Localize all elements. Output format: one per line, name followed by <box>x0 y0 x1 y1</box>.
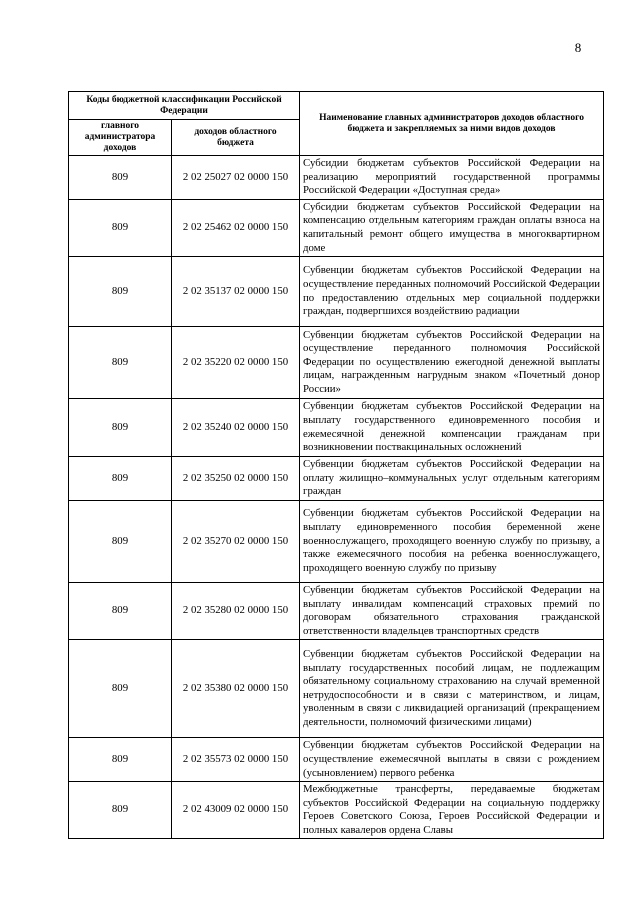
admin-code-cell: 809 <box>69 500 172 582</box>
income-name-cell: Субвенции бюджетам субъектов Российской Федерации на выплату инвалидам компенсаций страховых премий по договорам обязательного страхования гражданской ответственности владельцев транспортных средств <box>300 582 604 639</box>
table-row <box>69 457 604 501</box>
income-name-cell: Субвенции бюджетам субъектов Российской Федерации на осуществление переданного полномочия Российской Федерации по осуществлению ежегодной денежной выплаты лицам, награжденным нагрудным знаком «Почетный донор России» <box>300 327 604 399</box>
income-code-cell: 2 02 25462 02 0000 150 <box>172 199 300 256</box>
income-code-cell: 2 02 35137 02 0000 150 <box>172 257 300 327</box>
table-row <box>69 156 604 200</box>
admin-code-cell: 809 <box>69 199 172 256</box>
admin-code-cell: 809 <box>69 399 172 457</box>
admin-code-cell: 809 <box>69 640 172 738</box>
page-number: 8 <box>574 40 582 55</box>
table-row <box>69 782 604 839</box>
table-row <box>69 199 604 256</box>
income-code-cell: 2 02 35270 02 0000 150 <box>172 500 300 582</box>
income-name-cell: Субвенции бюджетам субъектов Российской Федерации на осуществление ежемесячной выплаты в связи с рождением (усыновлением) первого ребенка <box>300 738 604 782</box>
admin-code-cell: 809 <box>69 782 172 839</box>
admin-code-cell: 809 <box>69 327 172 399</box>
income-name-cell: Межбюджетные трансферты, передаваемые бюджетам субъектов Российской Федерации на социальную поддержку Героев Советского Союза, Героев Российской Федерации и полных кавалеров ордена Славы <box>300 782 604 839</box>
income-name-cell: Субсидии бюджетам субъектов Российской Федерации на компенсацию отдельным категориям граждан оплаты взноса на капитальный ремонт общего имущества в многоквартирном доме <box>300 199 604 256</box>
header-group-codes: Коды бюджетной классификации Российской Федерации <box>69 92 300 120</box>
income-code-cell: 2 02 35220 02 0000 150 <box>172 327 300 399</box>
table-row <box>69 257 604 327</box>
header-admin-column: главного администратора доходов <box>69 120 172 156</box>
income-code-cell: 2 02 43009 02 0000 150 <box>172 782 300 839</box>
income-name-cell: Субсидии бюджетам субъектов Российской Федерации на реализацию мероприятий государственной программы Российской Федерации «Доступная среда» <box>300 156 604 200</box>
table-row <box>69 399 604 457</box>
income-code-cell: 2 02 35280 02 0000 150 <box>172 582 300 639</box>
income-code-cell: 2 02 25027 02 0000 150 <box>172 156 300 200</box>
admin-code-cell: 809 <box>69 457 172 501</box>
table-row <box>69 640 604 738</box>
table-row <box>69 582 604 639</box>
income-name-cell: Субвенции бюджетам субъектов Российской Федерации на оплату жилищно–коммунальных услуг отдельным категориям граждан <box>300 457 604 501</box>
admin-code-cell: 809 <box>69 738 172 782</box>
income-name-cell: Субвенции бюджетам субъектов Российской Федерации на выплату государственного единовременного пособия и ежемесячной денежной компенсации гражданам при возникновении поствакцинальных осложнений <box>300 399 604 457</box>
table-row <box>69 738 604 782</box>
income-code-cell: 2 02 35380 02 0000 150 <box>172 640 300 738</box>
income-name-cell: Субвенции бюджетам субъектов Российской Федерации на выплату государственных пособий лицам, не подлежащим обязательному социальному страхованию на случай временной нетрудоспособности и в связи с материнством, и лицам, уволенным в связи с ликвидацией организаций (прекращением деятельности, полномочий физическими лицами) <box>300 640 604 738</box>
admin-code-cell: 809 <box>69 582 172 639</box>
budget-classification-table <box>68 91 604 839</box>
income-code-cell: 2 02 35240 02 0000 150 <box>172 399 300 457</box>
admin-code-cell: 809 <box>69 257 172 327</box>
table-row <box>69 500 604 582</box>
table-row <box>69 327 604 399</box>
header-code-column: доходов областного бюджета <box>172 120 300 156</box>
admin-code-cell: 809 <box>69 156 172 200</box>
income-name-cell: Субвенции бюджетам субъектов Российской Федерации на выплату единовременного пособия беременной жене военнослужащего, проходящего военную службу по призыву, а также ежемесячного пособия на ребенка военнослужащего, проходящего военную службу по призыву <box>300 500 604 582</box>
income-name-cell: Субвенции бюджетам субъектов Российской Федерации на осуществление переданных полномочий Российской Федерации по предоставлению отдельных мер социальной поддержки граждан, подвергшихся воздействию радиации <box>300 257 604 327</box>
income-code-cell: 2 02 35250 02 0000 150 <box>172 457 300 501</box>
income-code-cell: 2 02 35573 02 0000 150 <box>172 738 300 782</box>
header-name-column: Наименование главных администраторов доходов областного бюджета и закрепляемых за ними видов доходов <box>300 92 604 156</box>
